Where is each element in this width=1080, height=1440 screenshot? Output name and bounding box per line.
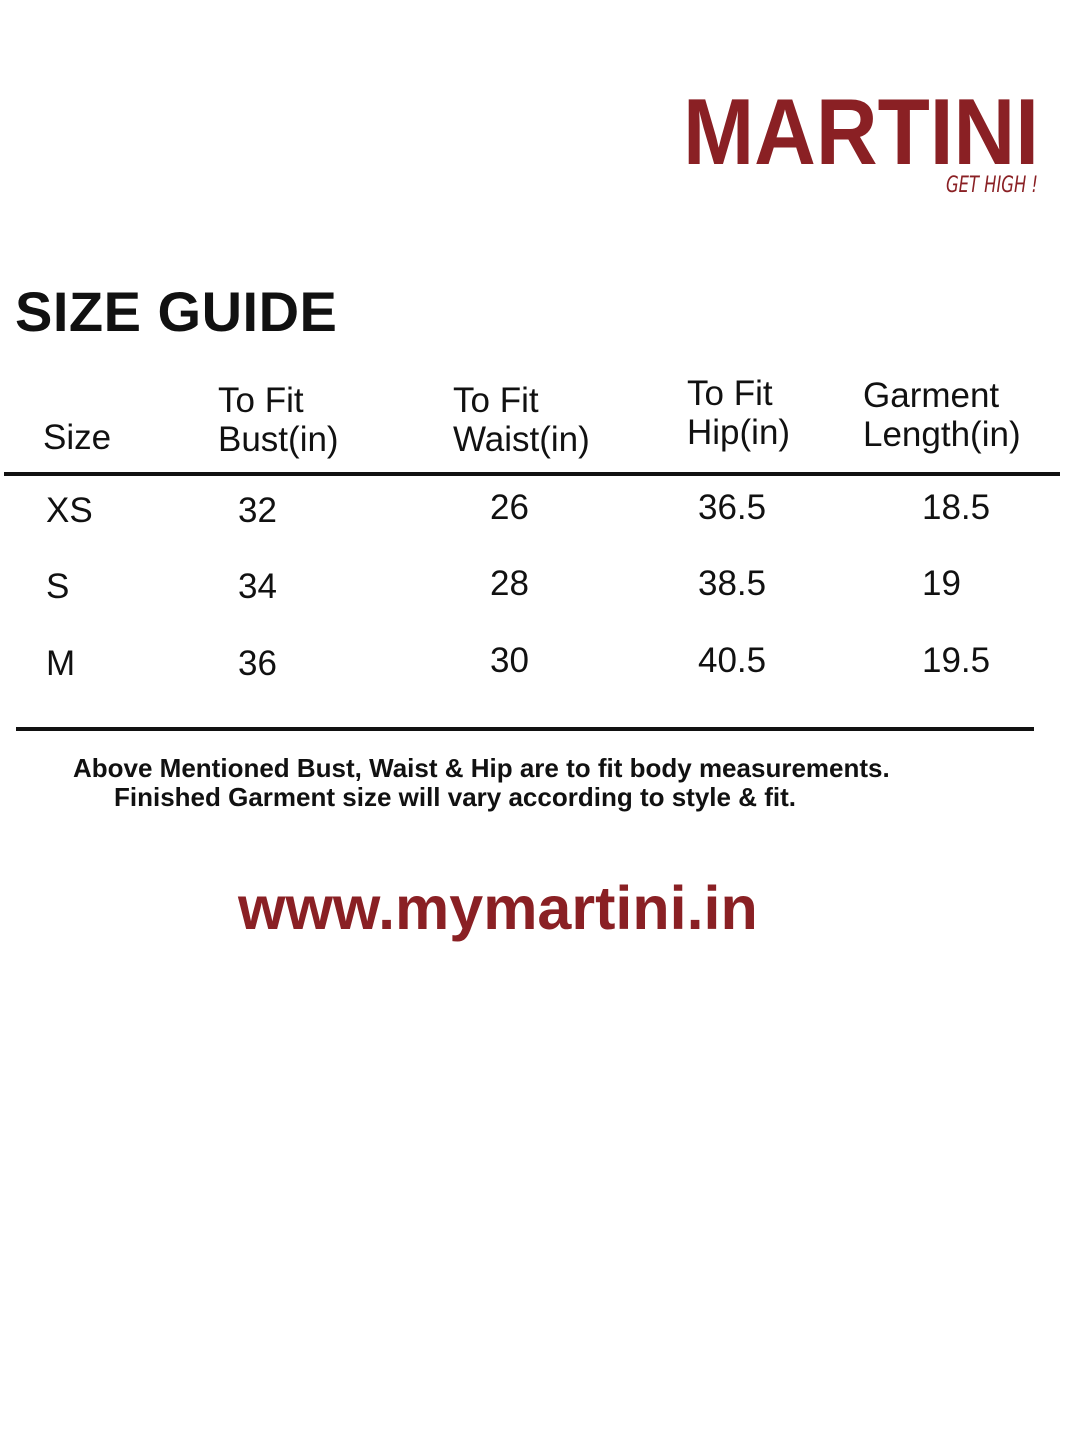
cell-bust: 34 <box>238 567 277 606</box>
header-size <box>43 418 111 457</box>
cell-hip: 40.5 <box>698 641 767 680</box>
cell-length: 18.5 <box>922 488 991 527</box>
cell-bust: 36 <box>238 644 277 683</box>
table-top-rule <box>4 472 1060 476</box>
header-length-line1: Garment <box>863 376 1000 415</box>
cell-waist: 30 <box>490 641 529 680</box>
header-waist <box>453 381 590 459</box>
header-length <box>863 376 1021 454</box>
cell-size: XS <box>46 491 93 530</box>
header-length-line2: Length(in) <box>863 415 1021 454</box>
brand-logo-wordmark: MARTINI <box>683 86 1039 184</box>
note-line-1: Above Mentioned Bust, Waist & Hip are to fit body measurements. <box>73 753 890 783</box>
header-bust-line1: To Fit <box>218 381 304 420</box>
cell-hip: 38.5 <box>698 564 767 603</box>
cell-length: 19.5 <box>922 641 991 680</box>
brand-logo-tagline: GET HIGH ! <box>946 173 1038 198</box>
table-bottom-rule <box>16 727 1034 731</box>
header-bust <box>218 381 339 459</box>
header-size-label: Size <box>43 418 112 457</box>
header-hip-line1: To Fit <box>687 374 773 413</box>
cell-waist: 26 <box>490 488 529 527</box>
cell-size: S <box>46 567 70 606</box>
cell-waist: 28 <box>490 564 529 603</box>
header-waist-line1: To Fit <box>453 381 539 420</box>
page-title: SIZE GUIDE <box>15 280 338 343</box>
note-line-2: Finished Garment size will vary according to style & fit. <box>114 782 796 812</box>
cell-size: M <box>46 644 76 683</box>
header-bust-line2: Bust(in) <box>218 420 339 459</box>
cell-length: 19 <box>922 564 961 603</box>
header-waist-line2: Waist(in) <box>453 420 590 459</box>
website-link[interactable]: www.mymartini.in <box>238 874 758 942</box>
header-hip <box>687 374 790 452</box>
cell-hip: 36.5 <box>698 488 767 527</box>
cell-bust: 32 <box>238 491 277 530</box>
header-hip-line2: Hip(in) <box>687 413 791 452</box>
